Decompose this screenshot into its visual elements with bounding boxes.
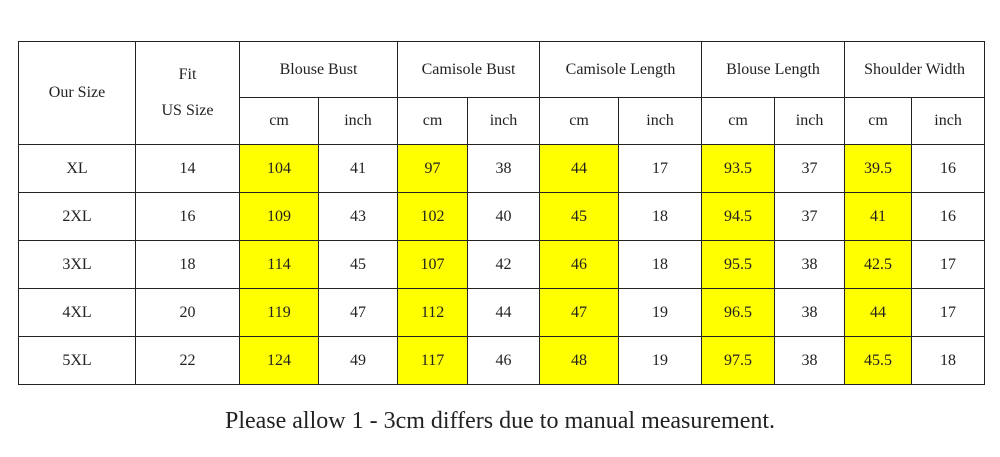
us-size-cell: 20 [136,289,240,337]
shoulder-width-inch-cell: 16 [912,145,985,193]
blouse-bust-cm-cell: 114 [240,241,319,289]
size-cell: 3XL [19,241,136,289]
unit-cm-header: cm [702,98,775,145]
blouse-length-cm-cell: 95.5 [702,241,775,289]
blouse-bust-cm-cell: 104 [240,145,319,193]
group-header-shoulder-width: Shoulder Width [845,42,985,98]
our-size-header: Our Size [19,42,136,145]
blouse-length-inch-cell: 38 [775,241,845,289]
us-size-label: US Size [161,102,214,119]
blouse-length-inch-cell: 38 [775,337,845,385]
table-row [19,337,985,385]
unit-inch-header: inch [775,98,845,145]
header-row-groups [19,42,985,98]
blouse-bust-inch-cell: 45 [319,241,398,289]
camisole-length-inch-cell: 19 [619,289,702,337]
us-size-cell: 14 [136,145,240,193]
blouse-bust-cm-cell: 119 [240,289,319,337]
shoulder-width-inch-cell: 17 [912,289,985,337]
blouse-length-cm-cell: 94.5 [702,193,775,241]
camisole-length-cm-cell: 45 [540,193,619,241]
shoulder-width-inch-cell: 18 [912,337,985,385]
camisole-bust-inch-cell: 42 [468,241,540,289]
table-row [19,193,985,241]
blouse-length-inch-cell: 37 [775,145,845,193]
camisole-bust-inch-cell: 40 [468,193,540,241]
shoulder-width-inch-cell: 16 [912,193,985,241]
camisole-bust-cm-cell: 97 [398,145,468,193]
camisole-bust-cm-cell: 102 [398,193,468,241]
shoulder-width-cm-cell: 42.5 [845,241,912,289]
us-size-cell: 18 [136,241,240,289]
size-cell: 5XL [19,337,136,385]
size-cell: 4XL [19,289,136,337]
blouse-length-inch-cell: 37 [775,193,845,241]
camisole-length-cm-cell: 46 [540,241,619,289]
camisole-length-inch-cell: 19 [619,337,702,385]
blouse-length-cm-cell: 97.5 [702,337,775,385]
shoulder-width-cm-cell: 45.5 [845,337,912,385]
shoulder-width-cm-cell: 41 [845,193,912,241]
camisole-length-cm-cell: 48 [540,337,619,385]
unit-inch-header: inch [912,98,985,145]
table-row [19,289,985,337]
camisole-bust-inch-cell: 44 [468,289,540,337]
blouse-bust-cm-cell: 109 [240,193,319,241]
blouse-bust-cm-cell: 124 [240,337,319,385]
table-row [19,241,985,289]
us-size-cell: 22 [136,337,240,385]
unit-cm-header: cm [398,98,468,145]
us-size-cell: 16 [136,193,240,241]
size-cell: XL [19,145,136,193]
group-header-camisole-bust: Camisole Bust [398,42,540,98]
camisole-length-cm-cell: 44 [540,145,619,193]
unit-inch-header: inch [619,98,702,145]
unit-cm-header: cm [845,98,912,145]
group-header-blouse-length: Blouse Length [702,42,845,98]
blouse-length-cm-cell: 96.5 [702,289,775,337]
fit-us-size-header [136,42,240,145]
group-header-camisole-length: Camisole Length [540,42,702,98]
camisole-length-inch-cell: 18 [619,193,702,241]
blouse-bust-inch-cell: 41 [319,145,398,193]
fit-label: Fit [178,66,197,83]
blouse-length-cm-cell: 93.5 [702,145,775,193]
camisole-bust-inch-cell: 38 [468,145,540,193]
blouse-bust-inch-cell: 49 [319,337,398,385]
camisole-bust-cm-cell: 112 [398,289,468,337]
shoulder-width-cm-cell: 39.5 [845,145,912,193]
measurement-note: Please allow 1 - 3cm differs due to manual measurement. [224,408,776,434]
camisole-length-inch-cell: 18 [619,241,702,289]
blouse-bust-inch-cell: 43 [319,193,398,241]
shoulder-width-inch-cell: 17 [912,241,985,289]
unit-inch-header: inch [319,98,398,145]
camisole-length-inch-cell: 17 [619,145,702,193]
size-chart-table [18,41,985,385]
camisole-bust-cm-cell: 107 [398,241,468,289]
shoulder-width-cm-cell: 44 [845,289,912,337]
unit-inch-header: inch [468,98,540,145]
blouse-bust-inch-cell: 47 [319,289,398,337]
size-cell: 2XL [19,193,136,241]
camisole-bust-cm-cell: 117 [398,337,468,385]
unit-cm-header: cm [240,98,319,145]
table-row [19,145,985,193]
group-header-blouse-bust: Blouse Bust [240,42,398,98]
camisole-bust-inch-cell: 46 [468,337,540,385]
camisole-length-cm-cell: 47 [540,289,619,337]
unit-cm-header: cm [540,98,619,145]
blouse-length-inch-cell: 38 [775,289,845,337]
